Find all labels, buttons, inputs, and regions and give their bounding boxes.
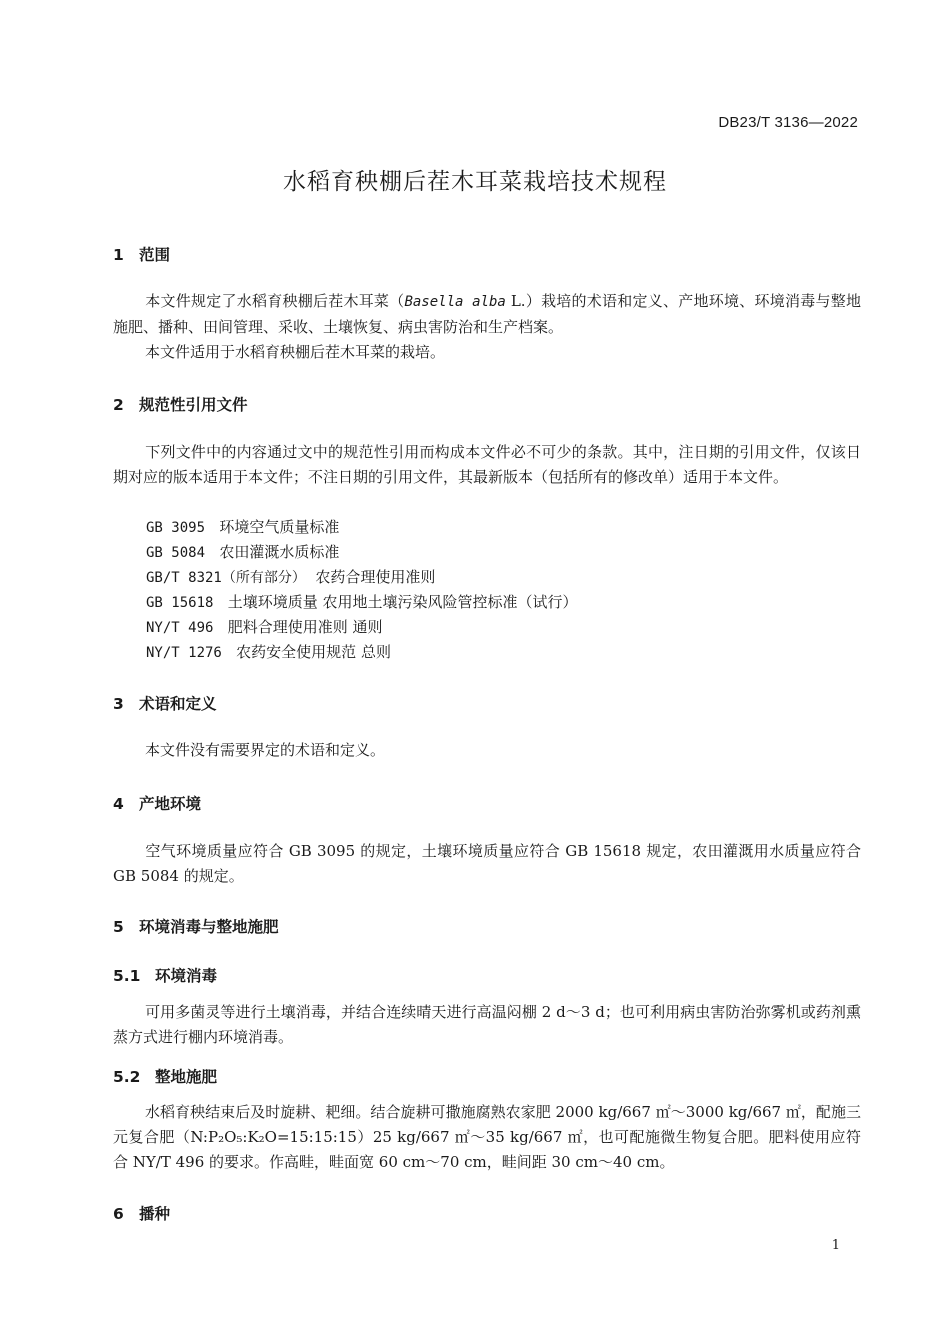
reference-code: GB 15618 [146, 595, 214, 611]
section-1-paragraph-2 [113, 340, 861, 365]
reference-title: 农田灌溉水质标准 [219, 543, 340, 561]
section-number: 5.2 [113, 1068, 141, 1086]
section-title: 产地环境 [139, 795, 202, 813]
section-1-paragraph-1 [113, 289, 861, 340]
reference-item [146, 565, 435, 591]
section-title: 术语和定义 [139, 695, 217, 713]
reference-title: 土壤环境质量 农用地土壤污染风险管控标准（试行） [227, 593, 578, 611]
section-2-intro [113, 440, 861, 490]
reference-title: 肥料合理使用准则 通则 [227, 618, 383, 636]
text-run: 本文件没有需要界定的术语和定义。 [145, 741, 386, 759]
reference-item [146, 615, 383, 641]
section-5-heading [113, 915, 279, 937]
section-4-paragraph-1 [113, 839, 861, 889]
reference-title: 农药合理使用准则 [315, 568, 436, 586]
section-4-heading [113, 792, 201, 814]
reference-code: GB/T 8321（所有部分） [146, 570, 306, 586]
section-title: 播种 [139, 1205, 171, 1223]
section-5-1-heading [113, 964, 217, 986]
text-run: 本文件规定了水稻育秧棚后茬木耳菜（ [145, 292, 405, 310]
section-title: 环境消毒与整地施肥 [139, 918, 279, 936]
standard-number: DB23/T 3136—2022 [718, 114, 858, 131]
section-number: 5.1 [113, 967, 141, 985]
section-2-heading [113, 393, 248, 415]
section-number: 3 [113, 695, 124, 713]
reference-code: GB 3095 [146, 520, 206, 536]
text-run: 本文件适用于水稻育秧棚后茬木耳菜的栽培。 [145, 343, 446, 361]
text-run: 空气环境质量应符合 GB 3095 的规定，土壤环境质量应符合 GB 15618 规定，农田灌溉用水质量应符合 GB 5084 的规定。 [113, 842, 861, 885]
section-title: 规范性引用文件 [139, 396, 248, 414]
text-run: 水稻育秧结束后及时旋耕、耙细。结合旋耕可撒施腐熟农家肥 2000 kg/667 ㎡～3000 kg/667 ㎡，配施三元复合肥（N:P₂O₅:K₂O=15:15:15）25 kg/667 ㎡～35 kg/667 ㎡，也可配施微生物复合肥。肥料使用应符合 NY/T 496 的要求。作高畦，畦面宽 60 cm～70 cm，畦间距 30 cm～40 cm。 [113, 1103, 861, 1171]
reference-item [146, 540, 339, 566]
reference-code: NY/T 496 [146, 620, 214, 636]
text-run: L.）栽培的术语和定义、产地环境、环境消毒与整地施肥、播种、田间管理、采收、土壤恢复、病虫害防治和生产档案。 [113, 292, 861, 336]
reference-item [146, 515, 339, 541]
text-run: 可用多菌灵等进行土壤消毒，并结合连续晴天进行高温闷棚 2 d～3 d；也可利用病虫害防治弥雾机或药剂熏蒸方式进行棚内环境消毒。 [113, 1003, 861, 1046]
section-1-heading [113, 243, 170, 265]
section-6-heading [113, 1202, 170, 1224]
section-5-1-paragraph-1 [113, 1000, 861, 1050]
reference-item [146, 590, 578, 616]
reference-title: 环境空气质量标准 [219, 518, 340, 536]
page-number: 1 [831, 1238, 840, 1253]
section-number: 6 [113, 1205, 124, 1223]
section-number: 2 [113, 396, 124, 414]
reference-code: GB 5084 [146, 545, 206, 561]
reference-code: NY/T 1276 [146, 645, 222, 661]
document-title: 水稻育秧棚后茬木耳菜栽培技术规程 [283, 169, 667, 195]
section-5-2-heading [113, 1065, 217, 1087]
reference-item [146, 640, 391, 666]
section-number: 1 [113, 246, 124, 264]
section-number: 4 [113, 795, 124, 813]
latin-name: Basella alba [404, 294, 506, 310]
section-number: 5 [113, 918, 124, 936]
reference-title: 农药安全使用规范 总则 [236, 643, 391, 661]
section-title: 环境消毒 [155, 967, 218, 985]
section-title: 整地施肥 [155, 1068, 218, 1086]
section-3-paragraph-1 [113, 738, 861, 763]
section-title: 范围 [139, 246, 171, 264]
section-5-2-paragraph-1 [113, 1100, 861, 1175]
text-run: 下列文件中的内容通过文中的规范性引用而构成本文件必不可少的条款。其中，注日期的引用文件，仅该日期对应的版本适用于本文件；不注日期的引用文件，其最新版本（包括所有的修改单）适用于本文件。 [113, 443, 861, 486]
section-3-heading [113, 692, 217, 714]
